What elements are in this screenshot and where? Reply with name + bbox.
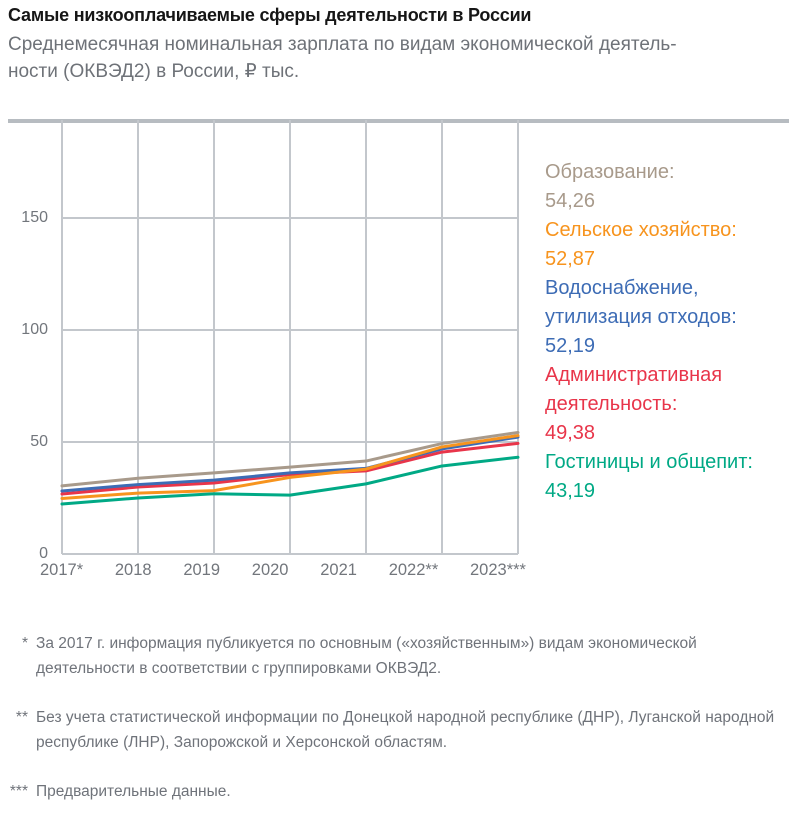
series-line-4 bbox=[62, 457, 518, 504]
legend-label: Образование: bbox=[545, 161, 675, 183]
legend-label: Административная деятельность: bbox=[545, 364, 723, 415]
legend-label: Сельское хозяйство: bbox=[545, 219, 737, 241]
x-tick-label: 2019 bbox=[183, 561, 221, 579]
footnote bbox=[0, 779, 790, 804]
x-tick-label: 2020 bbox=[251, 561, 289, 579]
y-tick-label: 150 bbox=[21, 209, 48, 226]
legend-value: 43,19 bbox=[545, 480, 596, 502]
footnote bbox=[0, 631, 790, 681]
footnote bbox=[0, 705, 790, 755]
series-line-0 bbox=[62, 432, 518, 485]
legend-value: 52,87 bbox=[545, 248, 596, 270]
legend-label: Гостиницы и общепит: bbox=[545, 451, 753, 473]
x-tick-label: 2023*** bbox=[469, 561, 526, 579]
footnotes bbox=[0, 631, 790, 828]
chart-top-border bbox=[8, 119, 789, 123]
chart-legend bbox=[545, 158, 793, 506]
legend-item bbox=[545, 158, 793, 216]
subtitle-line-2: ности (ОКВЭД2) в России, ₽ тыс. bbox=[8, 61, 300, 82]
footnote-text: Без учета статистической информации по Донецкой народной республике (ДНР), Луганской народной республике (ЛНР), Запорожской и Херсонской областям. bbox=[36, 709, 775, 751]
x-tick-label: 2021 bbox=[320, 561, 357, 579]
chart-title: Самые низкооплачиваемые сферы деятельности в России bbox=[8, 5, 532, 25]
legend-item bbox=[545, 216, 793, 274]
x-tick-label: 2018 bbox=[114, 561, 152, 579]
legend-item bbox=[545, 274, 793, 361]
x-tick-label: 2022** bbox=[388, 561, 439, 579]
footnote-marker: * bbox=[21, 635, 28, 652]
chart-subtitle bbox=[8, 31, 788, 85]
footnote-marker: ** bbox=[15, 709, 28, 726]
footnote-marker: *** bbox=[9, 783, 28, 800]
x-axis-labels bbox=[40, 561, 526, 580]
y-tick-label: 0 bbox=[39, 545, 48, 562]
legend-item bbox=[545, 448, 793, 506]
legend-item bbox=[545, 361, 793, 448]
x-tick-label: 2017* bbox=[40, 561, 84, 579]
series-line-1 bbox=[62, 436, 518, 499]
legend-label: Водоснабжение, утилизация отходов: bbox=[545, 277, 737, 328]
legend-value: 54,26 bbox=[545, 190, 596, 212]
series-line-2 bbox=[62, 437, 518, 491]
footnote-text: За 2017 г. информация публикуется по основным («хозяйственным») видам экономической деятельности в соответствии с группировками ОКВЭД2. bbox=[36, 635, 697, 677]
legend-value: 52,19 bbox=[545, 335, 596, 357]
y-tick-label: 50 bbox=[30, 433, 48, 450]
legend-value: 49,38 bbox=[545, 422, 596, 444]
y-tick-label: 100 bbox=[21, 321, 48, 338]
footnote-text: Предварительные данные. bbox=[36, 783, 231, 800]
subtitle-line-1: Среднемесячная номинальная зарплата по видам экономической деятель- bbox=[8, 34, 677, 55]
series-line-3 bbox=[62, 443, 518, 494]
